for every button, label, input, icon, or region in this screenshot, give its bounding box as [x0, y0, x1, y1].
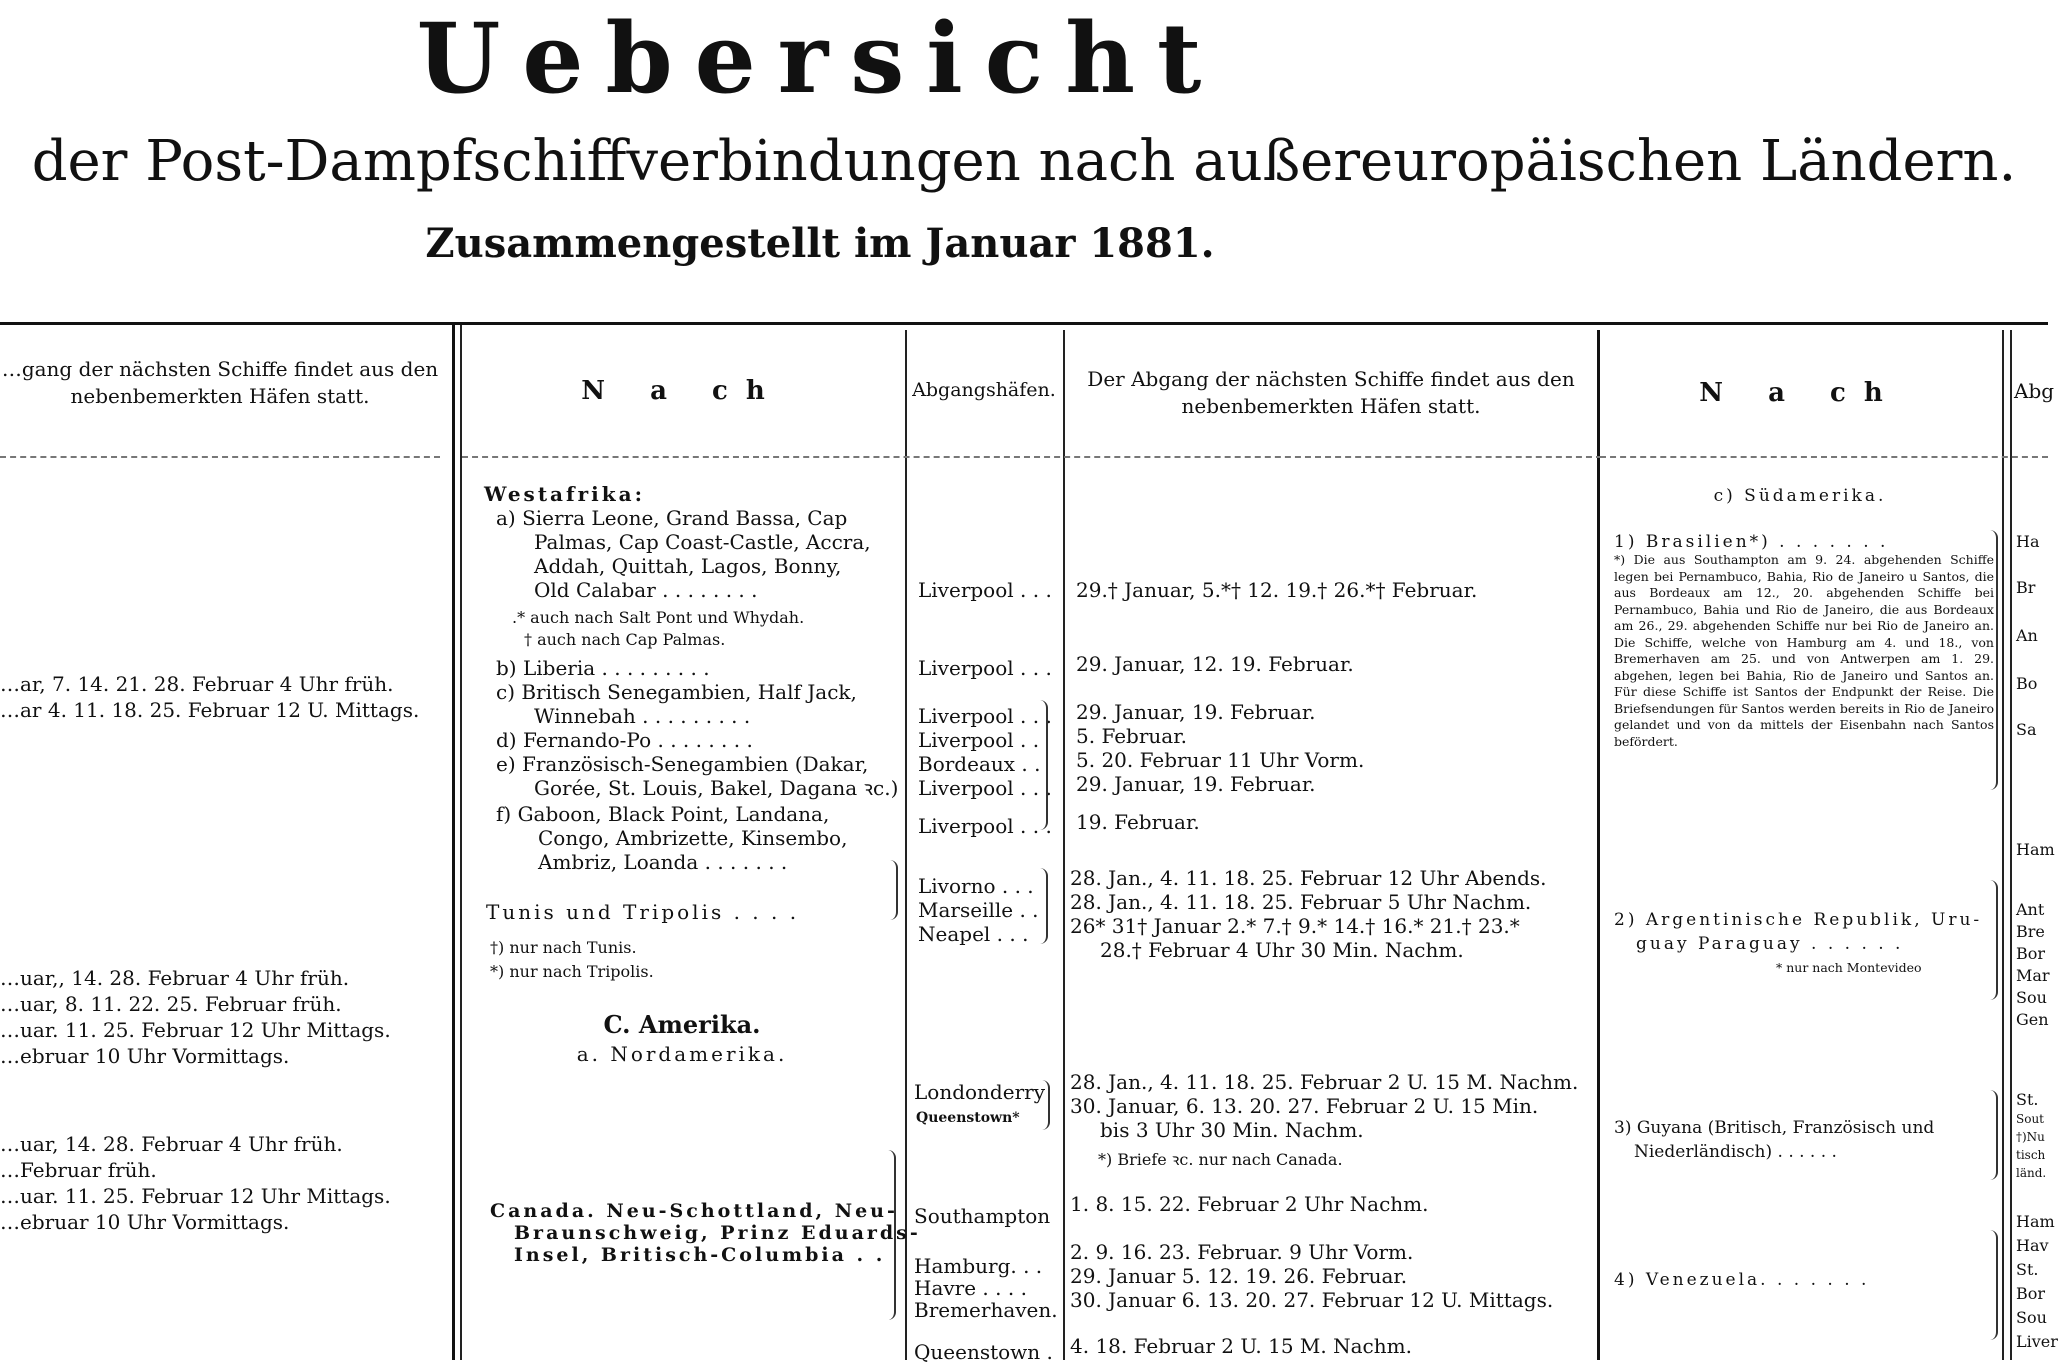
departure-14: bis 3 Uhr 30 Min. Nachm.: [1100, 1118, 1364, 1142]
right-edge-23: Liver: [2016, 1332, 2058, 1351]
port-14: Hamburg. . .: [914, 1254, 1043, 1278]
page-title: Uebersicht: [416, 2, 1224, 115]
departure-6: 29. Januar, 19. Februar.: [1076, 772, 1316, 796]
tunis-note-2: *) nur nach Tripolis.: [490, 962, 654, 981]
departure-13: 30. Januar, 6. 13. 20. 27. Februar 2 U. 15 Min.: [1070, 1094, 1539, 1118]
guyana-line-1: 3) Guyana (Britisch, Französisch und: [1614, 1118, 1935, 1138]
port-17: Queenstown .: [914, 1340, 1053, 1364]
westafrika-a-line1: a) Sierra Leone, Grand Bassa, Cap: [496, 506, 848, 530]
canada-line-1: Canada. Neu-Schottland, Neu-: [490, 1200, 898, 1222]
column-divider-1: [452, 325, 455, 1360]
section-nordamerika: a. Nordamerika.: [576, 1042, 788, 1066]
departure-19: 30. Januar 6. 13. 20. 27. Februar 12 U. Mittags.: [1070, 1288, 1554, 1312]
right-edge-10: Mar: [2016, 966, 2050, 985]
port-3: Liverpool . . .: [918, 704, 1052, 728]
tunis-tripolis: Tunis und Tripolis . . . .: [486, 900, 800, 924]
bracket-brasilien: [1990, 530, 1998, 790]
left-row-5: …uar. 11. 25. Februar 12 Uhr Mittags.: [0, 1018, 391, 1042]
column-divider-5b: [2010, 330, 2012, 1360]
left-row-9: …uar. 11. 25. Februar 12 Uhr Mittags.: [0, 1184, 391, 1208]
bracket-guyana: [1990, 1090, 1998, 1180]
right-edge-1: Ha: [2016, 532, 2040, 551]
argentinien-note: * nur nach Montevideo: [1776, 960, 1922, 975]
departure-16: 1. 8. 15. 22. Februar 2 Uhr Nachm.: [1070, 1192, 1429, 1216]
left-row-7: …uar, 14. 28. Februar 4 Uhr früh.: [0, 1132, 343, 1156]
westafrika-f-line1: f) Gaboon, Black Point, Landana,: [496, 802, 830, 826]
header-rule-right: [1600, 456, 2048, 458]
suedamerika-heading: c) Südamerika.: [1713, 486, 1887, 506]
left-row-4: …uar, 8. 11. 22. 25. Februar früh.: [0, 992, 342, 1016]
right-edge-13: St.: [2016, 1090, 2039, 1109]
left-row-8: …Februar früh.: [0, 1158, 157, 1182]
column-divider-2: [905, 330, 907, 1360]
left-row-3: …uar,, 14. 28. Februar 4 Uhr früh.: [0, 966, 350, 990]
right-edge-21: Bor: [2016, 1284, 2046, 1303]
page-subtitle: der Post-Dampfschiffverbindungen nach außereuropäischen Ländern.: [31, 129, 2017, 194]
right-edge-5: Sa: [2016, 720, 2037, 739]
right-edge-8: Bre: [2016, 922, 2045, 941]
westafrika-f-line3: Ambriz, Loanda . . . . . . .: [538, 850, 788, 874]
westafrika-e-line1: e) Französisch-Senegambien (Dakar,: [496, 752, 869, 776]
departure-17: 2. 9. 16. 23. Februar. 9 Uhr Vorm.: [1070, 1240, 1414, 1264]
departure-15: *) Briefe ꝛc. nur nach Canada.: [1098, 1150, 1343, 1169]
right-edge-12: Gen: [2016, 1010, 2049, 1029]
header-nach: N a ch: [581, 376, 783, 406]
port-10: Neapel . . .: [918, 922, 1029, 946]
westafrika-c-line2: Winnebah . . . . . . . . .: [534, 704, 751, 728]
port-8: Livorno . . .: [918, 874, 1034, 898]
argentinien-line-1: 2) Argentinische Republik, Uru-: [1614, 910, 1983, 930]
right-edge-22: Sou: [2016, 1308, 2047, 1327]
left-row-10: …ebruar 10 Uhr Vormittags.: [0, 1210, 290, 1234]
column-divider-3: [1063, 330, 1065, 1360]
bracket-ports-tunis: [1040, 868, 1048, 944]
westafrika-e-line2: Gorée, St. Louis, Bakel, Dagana ꝛc.): [534, 776, 899, 800]
port-11: Londonderry: [914, 1080, 1045, 1104]
westafrika-a-line3: Addah, Quittah, Lagos, Bonny,: [534, 554, 842, 578]
header-ports-partial: Abg: [2014, 379, 2055, 403]
canada-line-3: Insel, Britisch-Columbia . .: [514, 1244, 886, 1266]
right-edge-19: Hav: [2016, 1236, 2049, 1255]
departure-20: 4. 18. Februar 2 U. 15 M. Nachm.: [1070, 1334, 1412, 1358]
port-15: Havre . . . .: [914, 1276, 1027, 1300]
argentinien-line-2: guay Paraguay . . . . . .: [1636, 934, 1904, 954]
westafrika-note-1: .* auch nach Salt Pont und Whydah.: [512, 608, 805, 627]
right-edge-7: Ant: [2016, 900, 2045, 919]
right-edge-17: länd.: [2016, 1166, 2047, 1180]
westafrika-note-2: † auch nach Cap Palmas.: [524, 630, 726, 649]
column-divider-5: [2002, 330, 2004, 1360]
departure-1: 29.† Januar, 5.*† 12. 19.† 26.*† Februar.: [1076, 578, 1478, 602]
westafrika-heading: Westafrika:: [484, 482, 645, 506]
bracket-ports-canada: [1042, 1080, 1050, 1130]
header-departure: Der Abgang der nächsten Schiffe findet aus den nebenbemerkten Häfen statt.: [1087, 367, 1575, 418]
tunis-note-1: †) nur nach Tunis.: [490, 938, 637, 957]
right-edge-6: Ham: [2016, 840, 2055, 859]
port-1: Liverpool . . .: [918, 578, 1052, 602]
departure-5: 5. 20. Februar 11 Uhr Vorm.: [1076, 748, 1365, 772]
right-edge-2: Br: [2016, 578, 2036, 597]
left-row-6: …ebruar 10 Uhr Vormittags.: [0, 1044, 290, 1068]
column-divider-1b: [460, 325, 462, 1360]
port-9: Marseille . .: [918, 898, 1039, 922]
right-edge-9: Bor: [2016, 944, 2046, 963]
left-row-1: …ar, 7. 14. 21. 28. Februar 4 Uhr früh.: [0, 672, 394, 696]
port-13: Southampton: [914, 1204, 1051, 1228]
header-nach-2: N a ch: [1699, 378, 1901, 408]
venezuela: 4) Venezuela. . . . . . .: [1614, 1270, 1870, 1290]
westafrika-c-line1: c) Britisch Senegambien, Half Jack,: [496, 680, 857, 704]
right-edge-20: St.: [2016, 1260, 2039, 1279]
bracket-canada: [888, 1150, 896, 1320]
departure-18: 29. Januar 5. 12. 19. 26. Februar.: [1070, 1264, 1408, 1288]
brasilien-note: *) Die aus Southampton am 9. 24. abgehenden Schiffe legen bei Pernambuco, Bahia, Rio de Janeiro u Santos, die aus Bordeaux am 12., 20. abgehenden Schiffe bei Pernambuco, Bahia und Rio de Janeiro, die aus Bordeaux am 26., 29. abgehenden Schiffe nur bei Rio de Janeiro an. Die Schiffe, welche von Hamburg am 4. und 18., von Bremerhaven am 25. und von Antwerpen am 1. 29. abgehen, legen bei Bahia, Rio de Janeiro und Santos an. Für diese Schiffe ist Santos der Endpunkt der Reise. Die Briefsendungen für Santos werden bereits in Rio de Janeiro gelandet und von da mittels der Eisenbahn nach Santos befördert.: [1614, 552, 1994, 749]
port-12: Queenstown*: [916, 1110, 1020, 1126]
header-ports: Abgangshäfen.: [912, 379, 1056, 401]
right-edge-11: Sou: [2016, 988, 2047, 1007]
right-edge-14: Sout: [2016, 1112, 2044, 1126]
bracket-argentinien: [1990, 880, 1998, 1000]
departure-4: 5. Februar.: [1076, 724, 1187, 748]
port-2: Liverpool . . .: [918, 656, 1052, 680]
westafrika-d: d) Fernando-Po . . . . . . . .: [496, 728, 753, 752]
canada-line-2: Braunschweig, Prinz Eduards-: [514, 1222, 921, 1244]
westafrika-a-line4: Old Calabar . . . . . . . .: [534, 578, 758, 602]
right-edge-16: tisch: [2016, 1148, 2046, 1162]
column-divider-4: [1597, 330, 1600, 1360]
departure-8: 28. Jan., 4. 11. 18. 25. Februar 12 Uhr Abends.: [1070, 866, 1547, 890]
departure-12: 28. Jan., 4. 11. 18. 25. Februar 2 U. 15 M. Nachm.: [1070, 1070, 1579, 1094]
right-edge-18: Ham: [2016, 1212, 2055, 1231]
westafrika-a-line2: Palmas, Cap Coast-Castle, Accra,: [534, 530, 871, 554]
right-edge-4: Bo: [2016, 674, 2038, 693]
departure-7: 19. Februar.: [1076, 810, 1200, 834]
header-left-departure: …gang der nächsten Schiffe findet aus den nebenbemerkten Häfen statt.: [1, 357, 439, 408]
departure-11: 28.† Februar 4 Uhr 30 Min. Nachm.: [1100, 938, 1464, 962]
departure-10: 26* 31† Januar 2.* 7.† 9.* 14.† 16.* 21.† 23.*: [1070, 914, 1520, 938]
guyana-line-2: Niederländisch) . . . . . .: [1634, 1142, 1837, 1162]
compiled-date: Zusammengestellt im Januar 1881.: [425, 220, 1215, 267]
right-edge-15: †)Nu: [2016, 1130, 2045, 1144]
left-row-2: …ar 4. 11. 18. 25. Februar 12 U. Mittags.: [0, 698, 420, 722]
brasilien: 1) Brasilien*) . . . . . . .: [1614, 532, 1889, 552]
table-top-rule: [0, 322, 2048, 325]
bracket-ports-westafrika: [1040, 700, 1048, 830]
header-rule-mid: [462, 456, 1602, 458]
port-6: Liverpool . . .: [918, 776, 1052, 800]
section-c-amerika: C. Amerika.: [603, 1010, 761, 1039]
right-edge-3: An: [2016, 626, 2038, 645]
westafrika-b: b) Liberia . . . . . . . . .: [496, 656, 710, 680]
departure-9: 28. Jan., 4. 11. 18. 25. Februar 5 Uhr Nachm.: [1070, 890, 1532, 914]
port-16: Bremerhaven.: [914, 1298, 1058, 1322]
bracket-venezuela: [1990, 1230, 1998, 1340]
port-5: Bordeaux . .: [918, 752, 1041, 776]
departure-2: 29. Januar, 12. 19. Februar.: [1076, 652, 1354, 676]
port-4: Liverpool . .: [918, 728, 1040, 752]
bracket-tunis: [890, 860, 898, 920]
westafrika-f-line2: Congo, Ambrizette, Kinsembo,: [538, 826, 848, 850]
port-7: Liverpool . . .: [918, 814, 1052, 838]
departure-3: 29. Januar, 19. Februar.: [1076, 700, 1316, 724]
header-rule-left: [0, 456, 440, 458]
